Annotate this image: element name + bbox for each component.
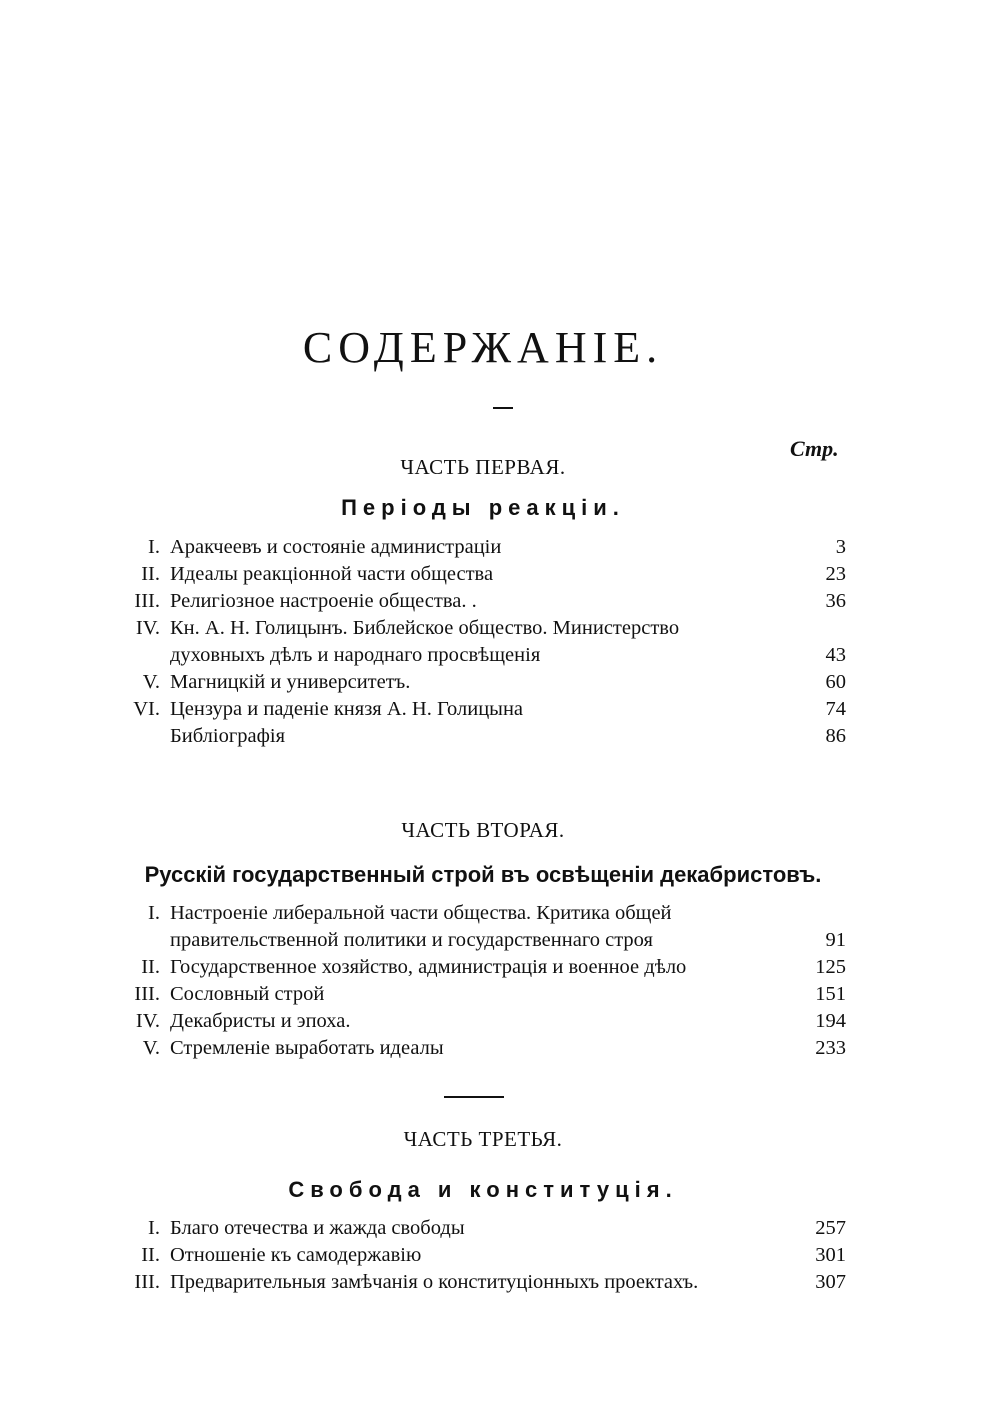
entry-number: II.	[141, 956, 160, 978]
toc-entry	[118, 723, 846, 750]
entry-title: Государственное хозяйство, администрація и военное дѣло	[170, 956, 687, 978]
entry-number: III.	[134, 590, 160, 612]
toc-entry	[118, 534, 846, 561]
entry-title: Предварительныя замѣчанія о конституціонныхъ проектахъ.	[170, 1271, 699, 1293]
title-dash	[493, 407, 513, 409]
entry-page: 257	[815, 1217, 846, 1239]
entry-number: I.	[148, 902, 160, 924]
entry-title: Религіозное настроеніе общества. .	[170, 590, 477, 612]
entry-page: 3	[835, 536, 846, 558]
entry-page: 151	[815, 983, 846, 1005]
entry-number: VI.	[133, 698, 160, 720]
entry-page: 125	[815, 956, 846, 978]
entry-number: I.	[148, 536, 160, 558]
entry-number: V.	[142, 671, 160, 693]
section-separator	[444, 1096, 504, 1098]
entry-page: 43	[825, 644, 846, 666]
entry-title: Сословный строй	[170, 983, 325, 1005]
entry-title: Декабристы и эпоха.	[170, 1010, 351, 1032]
entry-number: III.	[134, 983, 160, 1005]
entry-page: 233	[815, 1037, 846, 1059]
page-title: СОДЕРЖАНІЕ.	[302, 323, 664, 372]
entry-title: Аракчеевъ и состояніе администраціи	[170, 536, 502, 558]
entry-title: Благо отечества и жажда свободы	[170, 1217, 465, 1239]
toc-entry	[118, 696, 846, 723]
toc-entry-continuation	[118, 642, 846, 669]
toc-entry	[118, 615, 846, 642]
entry-number: IV.	[135, 617, 160, 639]
entry-number: II.	[141, 1244, 160, 1266]
toc-entry	[118, 954, 846, 981]
toc-entry	[118, 900, 846, 927]
entry-number: IV.	[135, 1010, 160, 1032]
toc-entry	[118, 1242, 846, 1269]
entry-title: правительственной политики и государственнаго строя	[170, 929, 653, 951]
toc-entry	[118, 561, 846, 588]
part-one-title: Періоды реакціи.	[341, 495, 625, 520]
toc-entry	[118, 1215, 846, 1242]
entry-title: Магницкій и университетъ.	[170, 671, 411, 693]
entry-title: Отношеніе къ самодержавію	[170, 1244, 422, 1266]
entry-page: 91	[825, 929, 846, 951]
entry-page: 23	[825, 563, 846, 585]
toc-entry-continuation	[118, 927, 846, 954]
entry-number: I.	[148, 1217, 160, 1239]
entry-page: 86	[825, 725, 846, 747]
entry-title: Стремленіе выработать идеалы	[170, 1037, 444, 1059]
entry-title: Идеалы реакціонной части общества	[170, 563, 494, 585]
entry-page: 74	[825, 698, 846, 720]
part-two-label: ЧАСТЬ ВТОРАЯ.	[401, 818, 565, 842]
page-column-header: Стр.	[790, 436, 839, 461]
toc-entry	[118, 588, 846, 615]
toc-entry	[118, 1269, 846, 1296]
entry-number: II.	[141, 563, 160, 585]
entry-number: V.	[142, 1037, 160, 1059]
entry-title: Цензура и паденіе князя А. Н. Голицына	[170, 698, 524, 720]
entry-title: Настроеніе либеральной части общества. Критика общей	[170, 902, 672, 924]
toc-entry	[118, 1008, 846, 1035]
entry-page: 301	[815, 1244, 846, 1266]
entry-page: 36	[825, 590, 846, 612]
part-two-title: Русскій государственный строй въ освѣщеніи декабристовъ.	[144, 862, 822, 887]
entry-page: 60	[825, 671, 846, 693]
part-three-title: Свобода и конституція.	[288, 1177, 678, 1202]
entry-title: духовныхъ дѣлъ и народнаго просвѣщенія	[170, 644, 541, 666]
entry-page: 307	[815, 1271, 846, 1293]
toc-entry	[118, 981, 846, 1008]
entry-title: Кн. А. Н. Голицынъ. Библейское общество. Министерство	[170, 617, 680, 639]
toc-entry	[118, 669, 846, 696]
entry-title: Библіографія	[170, 725, 286, 747]
entry-page: 194	[815, 1010, 846, 1032]
part-one-label: ЧАСТЬ ПЕРВАЯ.	[400, 455, 566, 479]
entry-number: III.	[134, 1271, 160, 1293]
part-three-label: ЧАСТЬ ТРЕТЬЯ.	[403, 1127, 563, 1151]
toc-entry	[118, 1035, 846, 1062]
